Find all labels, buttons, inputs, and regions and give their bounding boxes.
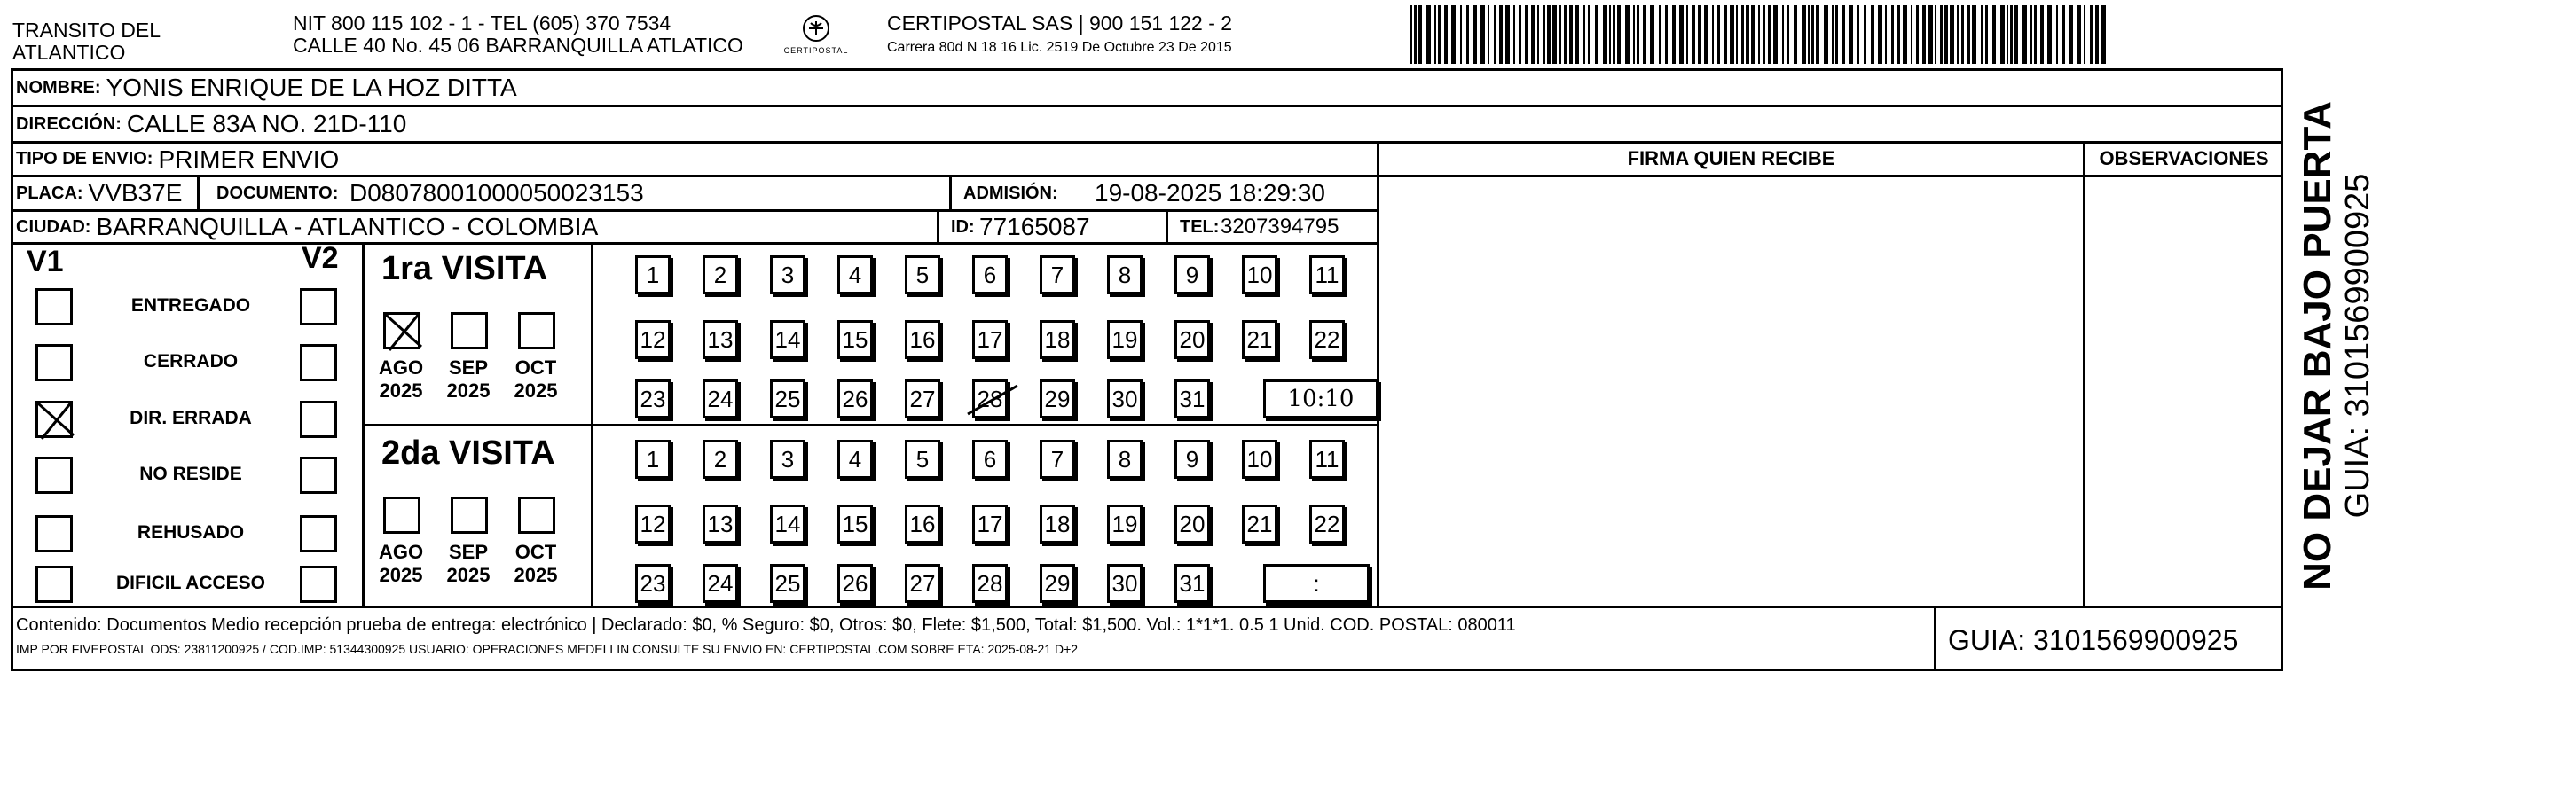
visit1-month-checkbox[interactable] [518, 312, 555, 349]
visit2-month-checkbox[interactable] [383, 497, 420, 534]
issuer-line-1: TRANSITO DEL [12, 19, 161, 42]
visit1-month-label: SEP 2025 [446, 356, 491, 402]
admision-value: 19-08-2025 18:29:30 [1095, 179, 1325, 207]
visit2-month-label: OCT 2025 [514, 541, 558, 586]
company-line: CERTIPOSTAL SAS | 900 151 122 - 2 [887, 12, 1233, 35]
visit1-day[interactable]: 30 [1107, 379, 1143, 418]
visit2-day[interactable]: 1 [635, 440, 671, 479]
visit2-time-box[interactable]: : [1263, 564, 1370, 603]
footer-guia-divider [1934, 606, 1936, 671]
visit1-day[interactable]: 9 [1174, 255, 1210, 294]
visit1-day[interactable]: 29 [1040, 379, 1075, 418]
v2-checkbox[interactable] [300, 401, 337, 438]
placa-divider [197, 177, 200, 209]
logo-text: CERTIPOSTAL [783, 46, 849, 55]
visit2-day[interactable]: 26 [837, 564, 873, 603]
v1-checkbox[interactable] [35, 515, 73, 552]
visit1-day[interactable]: 19 [1107, 320, 1143, 359]
admision-divider [949, 177, 952, 209]
signature-area[interactable] [1380, 177, 2081, 605]
visit2-day[interactable]: 29 [1040, 564, 1075, 603]
v1-checkbox[interactable] [35, 457, 73, 494]
placa-label: PLACA: [16, 183, 83, 203]
signature-header: FIRMA QUIEN RECIBE [1627, 147, 1835, 169]
footer-top-line [11, 606, 2283, 608]
visit1-day[interactable]: 28 [972, 379, 1008, 418]
issuer-name [12, 20, 161, 64]
visit2-month-checkbox[interactable] [451, 497, 488, 534]
visit1-day[interactable]: 4 [837, 255, 873, 294]
visit1-day[interactable]: 12 [635, 320, 671, 359]
status-option-label: CERRADO [143, 351, 239, 372]
visit2-title: 2da VISITA [381, 434, 555, 472]
visit1-title: 1ra VISITA [381, 250, 548, 287]
visit1-day[interactable]: 14 [770, 320, 805, 359]
visit1-day[interactable]: 26 [837, 379, 873, 418]
visit2-day[interactable]: 3 [770, 440, 805, 479]
row-placa [12, 177, 1378, 212]
placa-value: VVB37E [88, 179, 183, 207]
row-nombre [12, 71, 2281, 107]
signature-left-border [1377, 144, 1379, 606]
status-option-label: DIR. ERRADA [130, 408, 252, 428]
visit1-day[interactable]: 16 [905, 320, 940, 359]
visit2-day[interactable]: 14 [770, 505, 805, 544]
visit1-day[interactable]: 10 [1242, 255, 1277, 294]
visit2-day[interactable]: 8 [1107, 440, 1143, 479]
footer-imp-line: IMP POR FIVEPOSTAL ODS: 23811200925 / COD.IMP: 51344300925 USUARIO: OPERACIONES MEDELLIN CONSULTE SU ENVIO EN: CERTIPOSTAL.COM SOBRE ETA: 2025-08-21 D+2 [16, 642, 1079, 656]
v2-checkbox[interactable] [300, 515, 337, 552]
visit1-day[interactable]: 17 [972, 320, 1008, 359]
visit2-day[interactable]: 5 [905, 440, 940, 479]
company-info [887, 12, 1232, 59]
visit1-day[interactable]: 24 [703, 379, 738, 418]
visit-divider [362, 424, 1378, 426]
status-option-label: DIFICIL ACCESO [115, 573, 265, 593]
visit1-day[interactable]: 2 [703, 255, 738, 294]
observations-area[interactable] [2086, 177, 2281, 605]
visit2-day[interactable]: 27 [905, 564, 940, 603]
side-notice [2283, 89, 2390, 603]
visit1-day[interactable]: 20 [1174, 320, 1210, 359]
license-line: Carrera 80d N 18 16 Lic. 2519 De Octubre 23 De 2015 [887, 40, 1232, 55]
visit1-month-checkbox[interactable] [383, 312, 420, 349]
ciudad-value: BARRANQUILLA - ATLANTICO - COLOMBIA [96, 213, 599, 240]
footer-contenido: Contenido: Documentos Medio recepción prueba de entrega: electrónico | Declarado: $0, % Seguro: $0, Otros: $0, Flete: $1,500, Total: $1,500. Vol.: 1*1*1. 0.5 1 Unid. COD. POSTAL: 080011 [16, 615, 1516, 635]
visit2-day[interactable]: 20 [1174, 505, 1210, 544]
visit2-day[interactable]: 31 [1174, 564, 1210, 603]
visit1-month-label: AGO 2025 [378, 356, 424, 402]
visit1-day[interactable]: 23 [635, 379, 671, 418]
documento-label: DOCUMENTO: [216, 183, 339, 203]
visit2-day[interactable]: 7 [1040, 440, 1075, 479]
visit2-month-label: AGO 2025 [378, 541, 424, 586]
address-line: CALLE 40 No. 45 06 BARRANQUILLA ATLATICO [293, 34, 743, 57]
visit1-day[interactable]: 27 [905, 379, 940, 418]
direccion-value: CALLE 83A NO. 21D-110 [126, 110, 407, 137]
visit2-day[interactable]: 6 [972, 440, 1008, 479]
id-value: 77165087 [979, 213, 1090, 240]
visit2-day[interactable]: 21 [1242, 505, 1277, 544]
visit2-day[interactable]: 15 [837, 505, 873, 544]
v2-header: V2 [302, 241, 339, 275]
visit1-day[interactable]: 11 [1309, 255, 1345, 294]
visit1-day[interactable]: 18 [1040, 320, 1075, 359]
visit2-day[interactable]: 9 [1174, 440, 1210, 479]
certipostal-logo [781, 12, 852, 62]
footer-guia: GUIA: 3101569900925 [1948, 624, 2239, 656]
visit2-day[interactable]: 4 [837, 440, 873, 479]
observations-header: OBSERVACIONES [2099, 147, 2269, 169]
visit1-day[interactable]: 6 [972, 255, 1008, 294]
v1-header: V1 [27, 245, 64, 278]
visit1-day[interactable]: 22 [1309, 320, 1345, 359]
visit2-day[interactable]: 16 [905, 505, 940, 544]
ciudad-label: CIUDAD: [16, 216, 91, 237]
visit1-time-box[interactable]: 10:10 [1263, 379, 1378, 418]
row-tipo-envio [12, 144, 1378, 177]
visit1-day[interactable]: 5 [905, 255, 940, 294]
id-label: ID: [951, 216, 975, 237]
nombre-label: NOMBRE: [16, 77, 101, 98]
v1-checkbox[interactable] [35, 401, 73, 438]
visit2-day[interactable]: 11 [1309, 440, 1345, 479]
v1-checkbox[interactable] [35, 566, 73, 603]
visit1-day[interactable]: 15 [837, 320, 873, 359]
status-option-label: REHUSADO [137, 522, 245, 543]
visit2-month-checkbox[interactable] [518, 497, 555, 534]
visit1-month-checkbox[interactable] [451, 312, 488, 349]
tel-value: 3207394795 [1221, 215, 1339, 239]
visit2-day[interactable]: 19 [1107, 505, 1143, 544]
v2-checkbox[interactable] [300, 344, 337, 381]
row-direccion [12, 107, 2281, 144]
visit1-month-label: OCT 2025 [514, 356, 558, 402]
observations-left-border [2083, 144, 2085, 606]
visit2-day[interactable]: 28 [972, 564, 1008, 603]
status-option-label: NO RESIDE [139, 464, 242, 484]
tipo-envio-value: PRIMER ENVIO [158, 145, 340, 173]
visit2-day[interactable]: 24 [703, 564, 738, 603]
row-ciudad [12, 212, 1378, 245]
visit1-day[interactable]: 1 [635, 255, 671, 294]
nombre-value: YONIS ENRIQUE DE LA HOZ DITTA [106, 74, 517, 101]
visit2-day[interactable]: 23 [635, 564, 671, 603]
nit-line: NIT 800 115 102 - 1 - TEL (605) 370 7534 [293, 12, 671, 35]
v2-checkbox[interactable] [300, 288, 337, 325]
admision-label: ADMISIÓN: [963, 183, 1058, 203]
no-dejar-bajo-puerta: NO DEJAR BAJO PUERTA [2296, 101, 2339, 591]
v1-checkbox[interactable] [35, 288, 73, 325]
side-guia: GUIA: 3101569900925 [2339, 173, 2376, 519]
visit2-day[interactable]: 10 [1242, 440, 1277, 479]
issuer-contact [293, 12, 743, 57]
visit2-day[interactable]: 17 [972, 505, 1008, 544]
visit1-day[interactable]: 7 [1040, 255, 1075, 294]
visit1-day[interactable]: 25 [770, 379, 805, 418]
visit2-day[interactable]: 12 [635, 505, 671, 544]
v2-checkbox[interactable] [300, 457, 337, 494]
visit2-day[interactable]: 22 [1309, 505, 1345, 544]
tel-divider [1166, 212, 1168, 242]
visit2-month-label: SEP 2025 [446, 541, 491, 586]
direccion-label: DIRECCIÓN: [16, 113, 122, 134]
tipo-envio-label: TIPO DE ENVIO: [16, 149, 153, 168]
id-divider [937, 212, 939, 242]
issuer-line-2: ATLANTICO [12, 41, 126, 64]
documento-value: D08078001000050023153 [349, 179, 644, 207]
visit1-day[interactable]: 13 [703, 320, 738, 359]
visit2-day[interactable]: 18 [1040, 505, 1075, 544]
visit1-day[interactable]: 21 [1242, 320, 1277, 359]
visit1-day[interactable]: 8 [1107, 255, 1143, 294]
visit1-day[interactable]: 31 [1174, 379, 1210, 418]
tel-label: TEL: [1180, 216, 1220, 237]
status-option-label: ENTREGADO [130, 295, 251, 316]
visit2-day[interactable]: 25 [770, 564, 805, 603]
visit2-day[interactable]: 13 [703, 505, 738, 544]
visit2-day[interactable]: 2 [703, 440, 738, 479]
v1-checkbox[interactable] [35, 344, 73, 381]
visit1-day[interactable]: 3 [770, 255, 805, 294]
visit2-day[interactable]: 30 [1107, 564, 1143, 603]
v2-checkbox[interactable] [300, 566, 337, 603]
barcode [1410, 5, 2111, 64]
